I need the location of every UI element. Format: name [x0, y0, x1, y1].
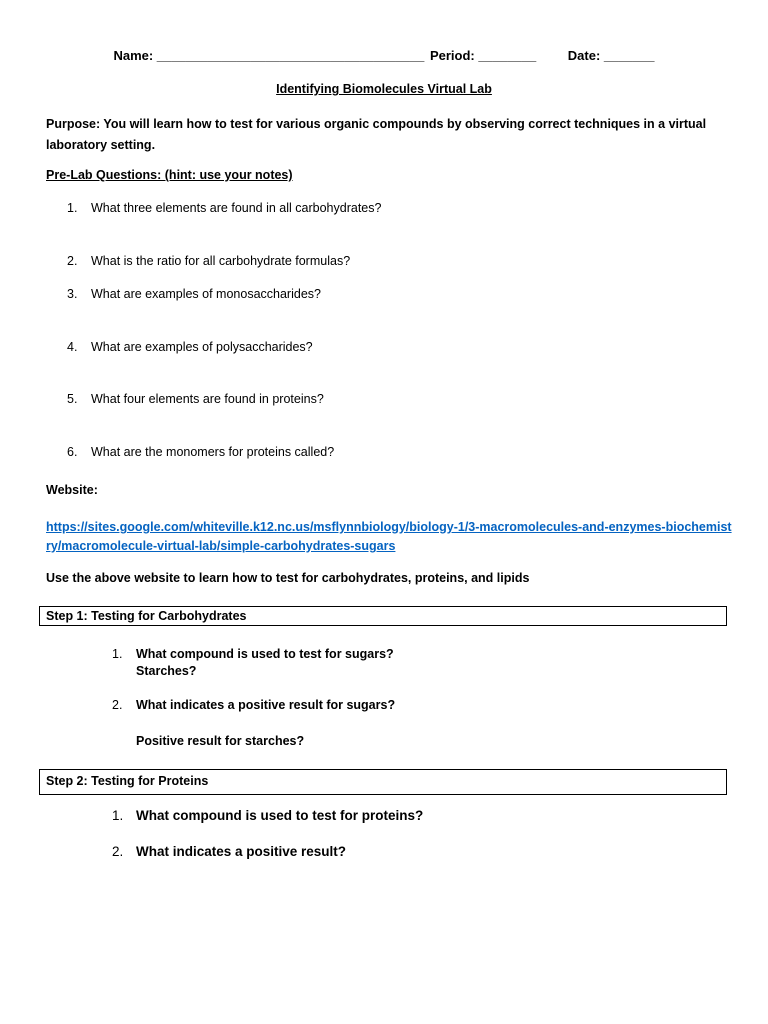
question-text: What are the monomers for proteins called?: [91, 445, 335, 459]
instructions-text: Use the above website to learn how to test for carbohydrates, proteins, and lipids: [46, 571, 530, 585]
question-number: 2.: [67, 254, 78, 268]
question-text: What three elements are found in all carbohydrates?: [91, 201, 382, 215]
prelab-heading: Pre-Lab Questions: (hint: use your notes): [46, 168, 293, 182]
question-number: 2.: [112, 844, 124, 859]
website-label: Website:: [46, 483, 98, 497]
question-number: 5.: [67, 392, 78, 406]
date-field[interactable]: Date: _______: [567, 48, 655, 63]
page-title: Identifying Biomolecules Virtual Lab: [276, 82, 492, 96]
question-number: 4.: [67, 340, 78, 354]
question-text: What are examples of monosaccharides?: [91, 287, 321, 301]
question-number: 1.: [112, 808, 124, 823]
question-text: What indicates a positive result for sugars?: [136, 698, 396, 712]
question-text: What compound is used to test for proteins?: [136, 808, 424, 823]
website-link[interactable]: https://sites.google.com/whiteville.k12.nc.us/msflynnbiology/biology-1/3-macromolecules-and-enzymes-biochemistry/macromolecule-virtual-lab/simple-carbohydrates-sugars: [46, 520, 732, 553]
question-number: 6.: [67, 445, 78, 459]
question-text: What indicates a positive result?: [136, 844, 347, 859]
step1-heading: Step 1: Testing for Carbohydrates: [46, 609, 247, 623]
name-field[interactable]: Name: _____________________________________: [113, 48, 425, 63]
step2-heading-box: [39, 769, 727, 795]
period-field[interactable]: Period: ________: [429, 48, 537, 63]
question-number: 3.: [67, 287, 78, 301]
header-line: [0, 48, 768, 63]
question-number: 1.: [67, 201, 78, 215]
question-number: 2.: [112, 698, 123, 712]
question-text: What compound is used to test for sugars?: [136, 647, 394, 661]
step1-question-1-followup: Starches?: [136, 664, 197, 678]
question-number: 1.: [112, 647, 123, 661]
step2-heading: Step 2: Testing for Proteins: [46, 774, 209, 788]
question-text: What are examples of polysaccharides?: [91, 340, 313, 354]
question-text: What is the ratio for all carbohydrate formulas?: [91, 254, 351, 268]
step1-question-2-followup: Positive result for starches?: [136, 734, 305, 748]
question-text: What four elements are found in proteins?: [91, 392, 324, 406]
purpose-text: Purpose: You will learn how to test for various organic compounds by observing correct techniques in a virtual laboratory setting.: [46, 117, 707, 152]
step1-heading-box: [39, 606, 727, 626]
